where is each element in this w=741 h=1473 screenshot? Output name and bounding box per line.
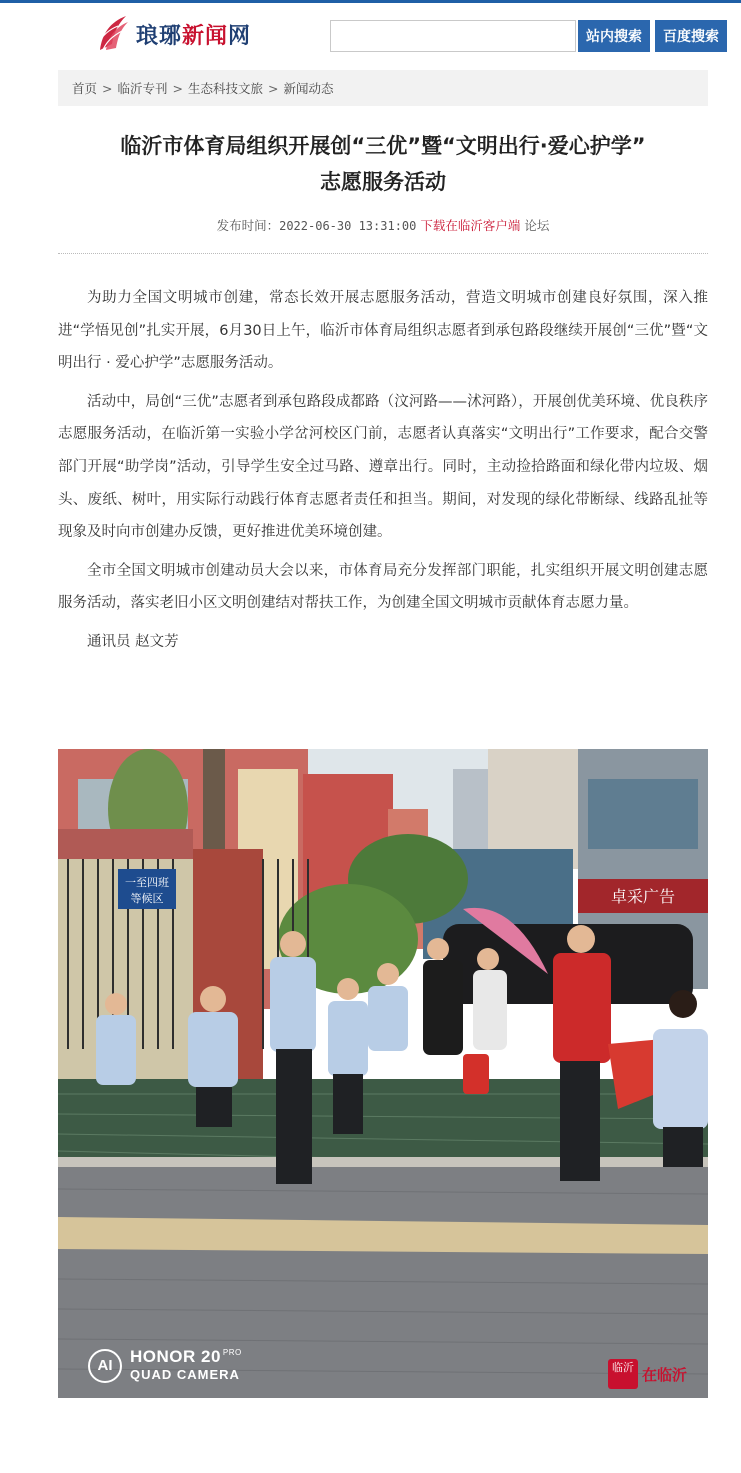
article-title-line2: 志愿服务活动: [320, 170, 446, 194]
camera-model-sup: PRO: [222, 1348, 242, 1358]
article-paragraph: 为助力全国文明城市创建，常态长效开展志愿服务活动，营造文明城市创建良好氛围，深入推进“学悟见创”扎实开展，6月30日上午，临沂市体育局组织志愿者到承包路段继续开展创“三优”暨“文明出行 · 爱心护学”志愿服务活动。: [58, 290, 708, 372]
watermark-seal-icon: 临沂: [608, 1359, 638, 1389]
site-logo[interactable]: [96, 13, 276, 55]
site-header: [0, 3, 741, 65]
download-app-link[interactable]: 下载在临沂客户端: [420, 218, 521, 233]
camera-model: [130, 1347, 242, 1367]
waiting-sign-line2: 等候区: [130, 892, 164, 905]
logo-text-net: 网: [228, 23, 252, 49]
breadcrumb: [58, 70, 708, 106]
baidu-search-button[interactable]: 百度搜索: [655, 20, 727, 52]
forum-link[interactable]: 论坛: [524, 218, 550, 233]
search-input[interactable]: [330, 20, 576, 52]
breadcrumb-news[interactable]: 新闻动态: [283, 81, 334, 96]
shop-sign-text: 卓采广告: [610, 887, 676, 906]
title-divider: [58, 253, 708, 254]
article-paragraph: 全市全国文明城市创建动员大会以来，市体育局充分发挥部门职能，扎实组织开展文明创建志愿服务活动，落实老旧小区文明创建结对帮扶工作，为创建全国文明城市贡献体育志愿力量。: [58, 562, 708, 612]
publish-date: 2022-06-30 13:31:00: [279, 219, 417, 233]
breadcrumb-separator: >: [102, 80, 113, 96]
camera-ai-badge: AI: [88, 1349, 122, 1383]
breadcrumb-eco-tech-tourism[interactable]: 生态科技文旅: [188, 81, 264, 96]
breadcrumb-linyi-column[interactable]: 临沂专刊: [117, 81, 168, 96]
breadcrumb-home[interactable]: 首页: [72, 81, 98, 96]
logo-text-langya: 琅琊: [136, 23, 183, 49]
article-title: [58, 128, 708, 200]
article-author: 通讯员 赵文芳: [87, 633, 179, 650]
site-search-button[interactable]: 站内搜索: [578, 20, 650, 52]
article-paragraph: 活动中，局创“三优”志愿者到承包路段成都路（汶河路——沭河路），开展创优美环境、优良秩序志愿服务活动，在临沂第一实验小学岔河校区门前，志愿者认真落实“文明出行”工作要求，配合交警部门开展“助学岗”活动，引导学生安全过马路、遵章出行。同时，主动捡拾路面和绿化带内垃圾、烟头、废纸、树叶，用实际行动践行体育志愿者责任和担当。期间，对发现的绿化带断绿、线路乱扯等现象及时向市创建办反馈，更好推进优美环境创建。: [58, 393, 708, 541]
waiting-sign-line1: 一至四班: [125, 876, 169, 889]
photo-scene: [58, 749, 708, 1398]
breadcrumb-separator: >: [268, 80, 279, 96]
media-watermark: [608, 1359, 687, 1389]
camera-caption: QUAD CAMERA: [130, 1367, 240, 1382]
watermark-text: 在临沂: [642, 1365, 688, 1384]
article-body: [58, 282, 708, 665]
camera-model-name: HONOR 20: [130, 1347, 221, 1366]
publish-label: 发布时间：: [216, 218, 280, 233]
article-title-line1: 临沂市体育局组织开展创“三优”暨“文明出行·爱心护学”: [120, 134, 646, 158]
article-meta: [58, 216, 708, 234]
breadcrumb-separator: >: [172, 80, 183, 96]
article-photo: [58, 749, 708, 1398]
logo-wordmark: [136, 19, 251, 50]
logo-text-news: 新闻: [182, 23, 229, 49]
logo-feather-icon: [96, 14, 132, 54]
